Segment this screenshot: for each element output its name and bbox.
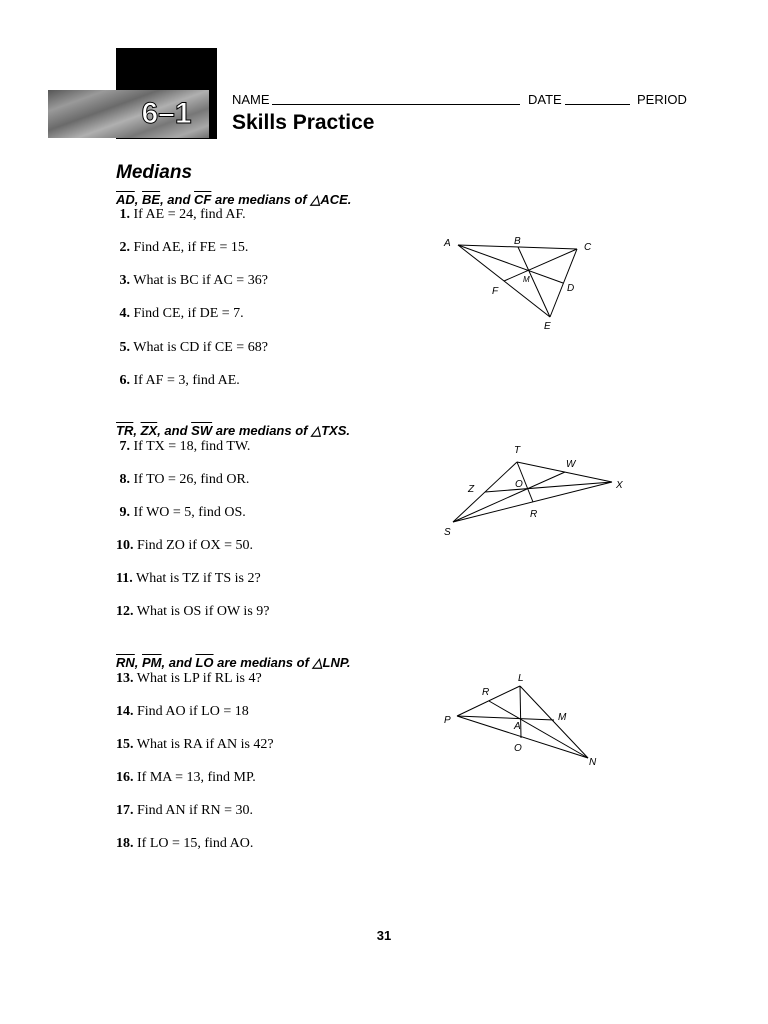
question-number: 14. (116, 704, 134, 719)
question-text: What is CD if CE = 68? (133, 340, 268, 355)
lesson-number: 6–1 (141, 97, 192, 130)
median-ad (458, 245, 563, 283)
section-3-instruction (116, 655, 350, 671)
question-number: 6. (119, 373, 130, 388)
triangle-lnp-figure (440, 670, 610, 770)
instruction-text: , (134, 655, 143, 670)
instruction-text: are medians of △ACE. (211, 192, 352, 207)
name-label: NAME (232, 92, 270, 107)
question-text: If LO = 15, find AO. (137, 836, 254, 851)
question-16 (116, 770, 256, 786)
question-text: Find ZO if OX = 50. (137, 538, 254, 553)
vertex-label: E (544, 321, 551, 332)
question-text: If TX = 18, find TW. (133, 439, 251, 454)
question-7 (116, 439, 250, 455)
instruction-text: are medians of △LNP. (213, 655, 351, 670)
page-title: Skills Practice (232, 111, 375, 134)
instruction-text: , (134, 192, 143, 207)
question-6 (116, 373, 240, 389)
vertex-label: S (444, 527, 451, 538)
question-10 (116, 538, 253, 554)
question-4 (116, 306, 244, 322)
name-line (272, 90, 520, 105)
question-13 (116, 671, 262, 687)
question-1 (116, 207, 246, 223)
triangle-ace-figure (440, 232, 600, 336)
question-text: Find AN if RN = 30. (137, 803, 254, 818)
question-text: If MA = 13, find MP. (137, 770, 256, 785)
median-sw (453, 472, 565, 522)
segment-label: $\overline{CF}$ (194, 192, 212, 207)
vertex-label: O (514, 743, 522, 754)
question-number: 1. (119, 207, 130, 222)
question-9 (116, 505, 246, 521)
page-number: 31 (376, 928, 392, 943)
question-text: If AF = 3, find AE. (133, 373, 240, 388)
question-number: 10. (116, 538, 134, 553)
question-number: 11. (116, 571, 133, 586)
topic-heading: Medians (116, 162, 193, 183)
question-12 (116, 604, 269, 620)
question-15 (116, 737, 274, 753)
question-text: If WO = 5, find OS. (133, 505, 246, 520)
vertex-label: A (444, 238, 451, 249)
question-14 (116, 704, 249, 720)
question-text: Find AO if LO = 18 (137, 704, 249, 719)
vertex-label: L (518, 673, 524, 684)
segment-label: $\overline{LO}$ (195, 655, 214, 670)
question-text: If TO = 26, find OR. (133, 472, 250, 487)
question-number: 17. (116, 803, 134, 818)
vertex-label: Z (468, 484, 475, 495)
median-rn (489, 701, 588, 758)
question-text: What is TZ if TS is 2? (135, 571, 261, 586)
question-11 (116, 571, 261, 587)
period-label: PERIOD (637, 92, 687, 107)
question-text: Find AE, if FE = 15. (133, 240, 249, 255)
question-number: 4. (119, 306, 130, 321)
question-number: 3. (119, 273, 130, 288)
triangle-txs-figure (440, 442, 630, 542)
segment-label: $\overline{BE}$ (142, 192, 161, 207)
instruction-text: , and (160, 192, 195, 207)
date-line (565, 90, 630, 105)
median-pm (457, 716, 554, 720)
vertex-label: T (514, 445, 521, 456)
segment-label: $\overline{AD}$ (116, 192, 135, 207)
section-1-instruction (116, 192, 351, 208)
instruction-text: , and (161, 655, 196, 670)
segment-label: $\overline{RN}$ (116, 655, 135, 670)
vertex-label: F (492, 286, 499, 297)
vertex-label: A (514, 721, 521, 732)
question-text: What is BC if AC = 36? (133, 273, 268, 288)
vertex-label: B (514, 236, 521, 247)
vertex-label: M (558, 712, 567, 723)
vertex-label: X (616, 480, 623, 491)
question-text: What is OS if OW is 9? (136, 604, 270, 619)
question-5 (116, 340, 268, 356)
date-label: DATE (528, 92, 562, 107)
vertex-label: R (482, 687, 490, 698)
vertex-label: W (566, 459, 576, 470)
question-text: What is LP if RL is 4? (136, 671, 262, 686)
instruction-text: , and (157, 423, 192, 438)
question-17 (116, 803, 253, 819)
question-text: If AE = 24, find AF. (133, 207, 246, 222)
question-number: 2. (119, 240, 130, 255)
question-text: Find CE, if DE = 7. (133, 306, 244, 321)
vertex-label: M (523, 275, 530, 284)
segment-label: $\overline{TR}$ (116, 423, 134, 438)
question-number: 18. (116, 836, 134, 851)
question-2 (116, 240, 248, 256)
question-number: 16. (116, 770, 134, 785)
question-8 (116, 472, 249, 488)
section-2-instruction (116, 423, 350, 439)
instruction-text: are medians of △TXS. (212, 423, 350, 438)
vertex-label: N (589, 757, 597, 768)
instruction-text: , (133, 423, 141, 438)
vertex-label: P (444, 715, 451, 726)
vertex-label: D (567, 283, 575, 294)
vertex-label: C (584, 242, 592, 253)
question-number: 7. (119, 439, 130, 454)
segment-label: $\overline{SW}$ (191, 423, 213, 438)
vertex-label: R (530, 509, 538, 520)
segment-label: $\overline{PM}$ (142, 655, 162, 670)
question-3 (116, 273, 268, 289)
question-number: 8. (119, 472, 130, 487)
vertex-label: O (515, 479, 523, 490)
question-number: 5. (119, 340, 130, 355)
question-text: What is RA if AN is 42? (136, 737, 274, 752)
question-18 (116, 836, 253, 852)
question-number: 13. (116, 671, 134, 686)
question-number: 9. (119, 505, 130, 520)
question-number: 12. (116, 604, 134, 619)
question-number: 15. (116, 737, 134, 752)
segment-label: $\overline{ZX}$ (140, 423, 158, 438)
